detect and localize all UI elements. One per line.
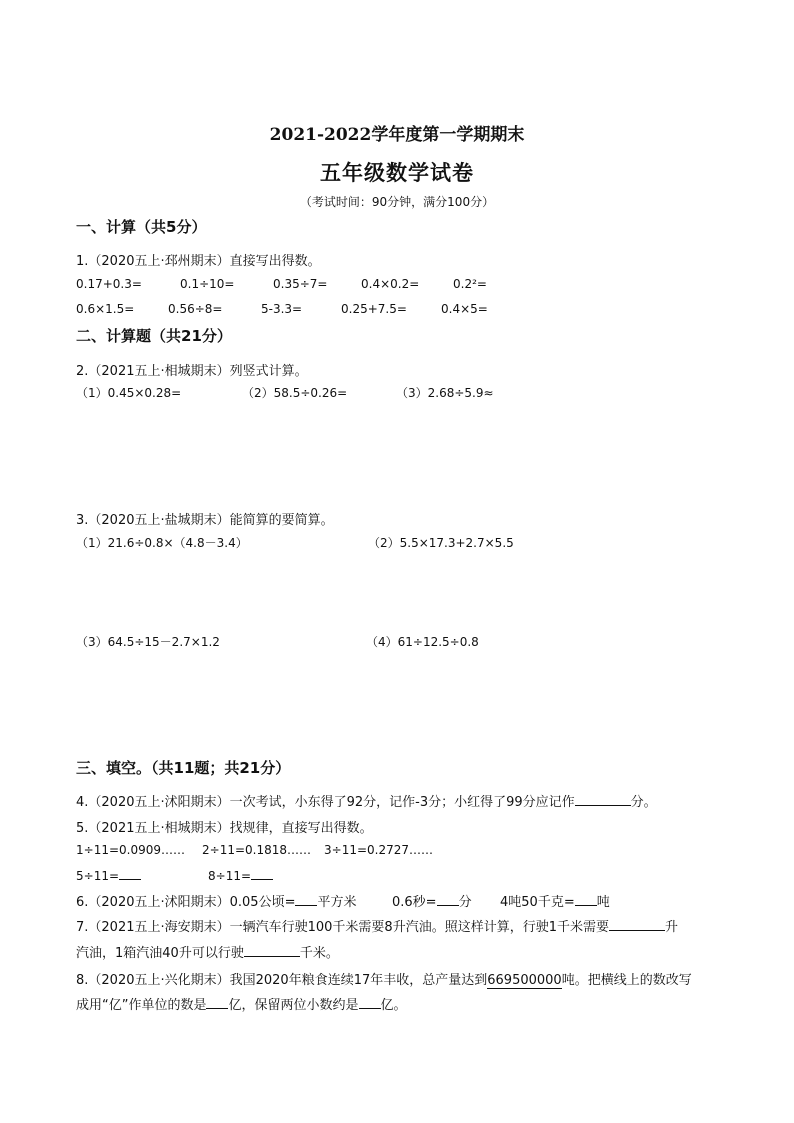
calc-item: 0.35÷7= [273, 277, 328, 291]
answer-blank[interactable] [251, 867, 273, 880]
question-3: 3.（2020五上·盐城期末）能简算的要简算。 [76, 513, 334, 528]
calc-item: 0.17+0.3= [76, 277, 142, 291]
answer-blank[interactable] [609, 918, 665, 931]
exam-time-note: （考试时间：90分钟，满分100分） [299, 195, 495, 209]
calc-item: 0.4×0.2= [361, 277, 420, 291]
question-4 [76, 791, 657, 810]
question-8-cont [76, 994, 407, 1013]
question-7-cont [76, 942, 339, 961]
answer-blank[interactable] [295, 893, 317, 906]
question-7-text: 7.（2021五上·海安期末）一辆汽车行驶100千米需要8升汽油。照这样计算，行驶1千米需要 [76, 920, 609, 935]
question-6-text: 4吨50千克= [500, 895, 575, 910]
question-6-text: 6.（2020五上·沭阳期末）0.05公顷= [76, 895, 296, 910]
simplify-item: （2）5.5×17.3+2.7×5.5 [368, 536, 514, 550]
calc-item: 0.2²= [453, 277, 487, 291]
question-8-text: 亿。 [380, 998, 407, 1013]
answer-blank[interactable] [575, 893, 597, 906]
question-2: 2.（2021五上·相城期末）列竖式计算。 [76, 364, 308, 379]
section-1-heading: 一、计算（共5分） [76, 218, 207, 236]
pattern-label: 8÷11= [208, 869, 252, 883]
question-8-text: 成用“亿”作单位的数是 [76, 998, 207, 1013]
answer-blank[interactable] [359, 996, 381, 1009]
question-5: 5.（2021五上·相城期末）找规律，直接写出得数。 [76, 821, 373, 836]
calc-item: 0.25+7.5= [341, 302, 407, 316]
pattern-item: 2÷11=0.1818…… [202, 843, 312, 857]
vertical-calc-item: （1）0.45×0.28= [76, 386, 182, 400]
vertical-calc-item: （3）2.68÷5.9≈ [396, 386, 494, 400]
question-7-text: 汽油，1箱汽油40升可以行驶 [76, 946, 244, 961]
simplify-item: （4）61÷12.5÷0.8 [366, 635, 479, 649]
question-4-text: 4.（2020五上·沭阳期末）一次考试，小东得了92分，记作-3分；小红得了99分应记作 [76, 795, 575, 810]
answer-blank[interactable] [206, 996, 228, 1009]
unit-label: 吨 [596, 895, 610, 910]
unit-label: 平方米 [317, 895, 357, 910]
pattern-item [76, 867, 141, 883]
section-3-heading: 三、填空。（共11题；共21分） [76, 759, 291, 777]
unit-label: 升 [664, 920, 678, 935]
question-6-part [500, 891, 610, 910]
unit-label: 分 [458, 895, 472, 910]
vertical-calc-item: （2）58.5÷0.26= [242, 386, 348, 400]
question-8 [76, 969, 692, 988]
calc-item: 5-3.3= [261, 302, 303, 316]
answer-blank[interactable] [437, 893, 459, 906]
question-4-tail: 分。 [630, 795, 657, 810]
unit-label: 千米。 [299, 946, 339, 961]
exam-title: 2021-2022学年度第一学期期末 [269, 125, 525, 145]
pattern-item: 3÷11=0.2727…… [324, 843, 434, 857]
question-8-text: 8.（2020五上·兴化期末）我国2020年粮食连续17年丰收，总产量达到 [76, 973, 488, 988]
question-8-text: 吨。把横线上的数改写 [561, 973, 692, 988]
pattern-item: 1÷11=0.0909…… [76, 843, 186, 857]
exam-subtitle: 五年级数学试卷 [320, 160, 474, 185]
question-8-text: 亿，保留两位小数约是 [228, 998, 359, 1013]
calc-item: 0.6×1.5= [76, 302, 135, 316]
question-1: 1.（2020五上·邳州期末）直接写出得数。 [76, 254, 321, 269]
pattern-label: 5÷11= [76, 869, 120, 883]
section-2-heading: 二、计算题（共21分） [76, 327, 232, 345]
simplify-item: （1）21.6÷0.8×（4.8－3.4） [76, 536, 248, 550]
calc-item: 0.4×5= [441, 302, 488, 316]
question-6-text: 0.6秒= [392, 895, 437, 910]
question-6 [76, 891, 356, 910]
pattern-item [208, 867, 273, 883]
answer-blank[interactable] [575, 793, 631, 806]
answer-blank[interactable] [244, 944, 300, 957]
answer-blank[interactable] [119, 867, 141, 880]
question-7 [76, 916, 678, 935]
simplify-item: （3）64.5÷15－2.7×1.2 [76, 635, 220, 649]
calc-item: 0.1÷10= [180, 277, 235, 291]
underlined-number: 669500000 [487, 973, 562, 988]
question-6-part [392, 891, 472, 910]
calc-item: 0.56÷8= [168, 302, 223, 316]
